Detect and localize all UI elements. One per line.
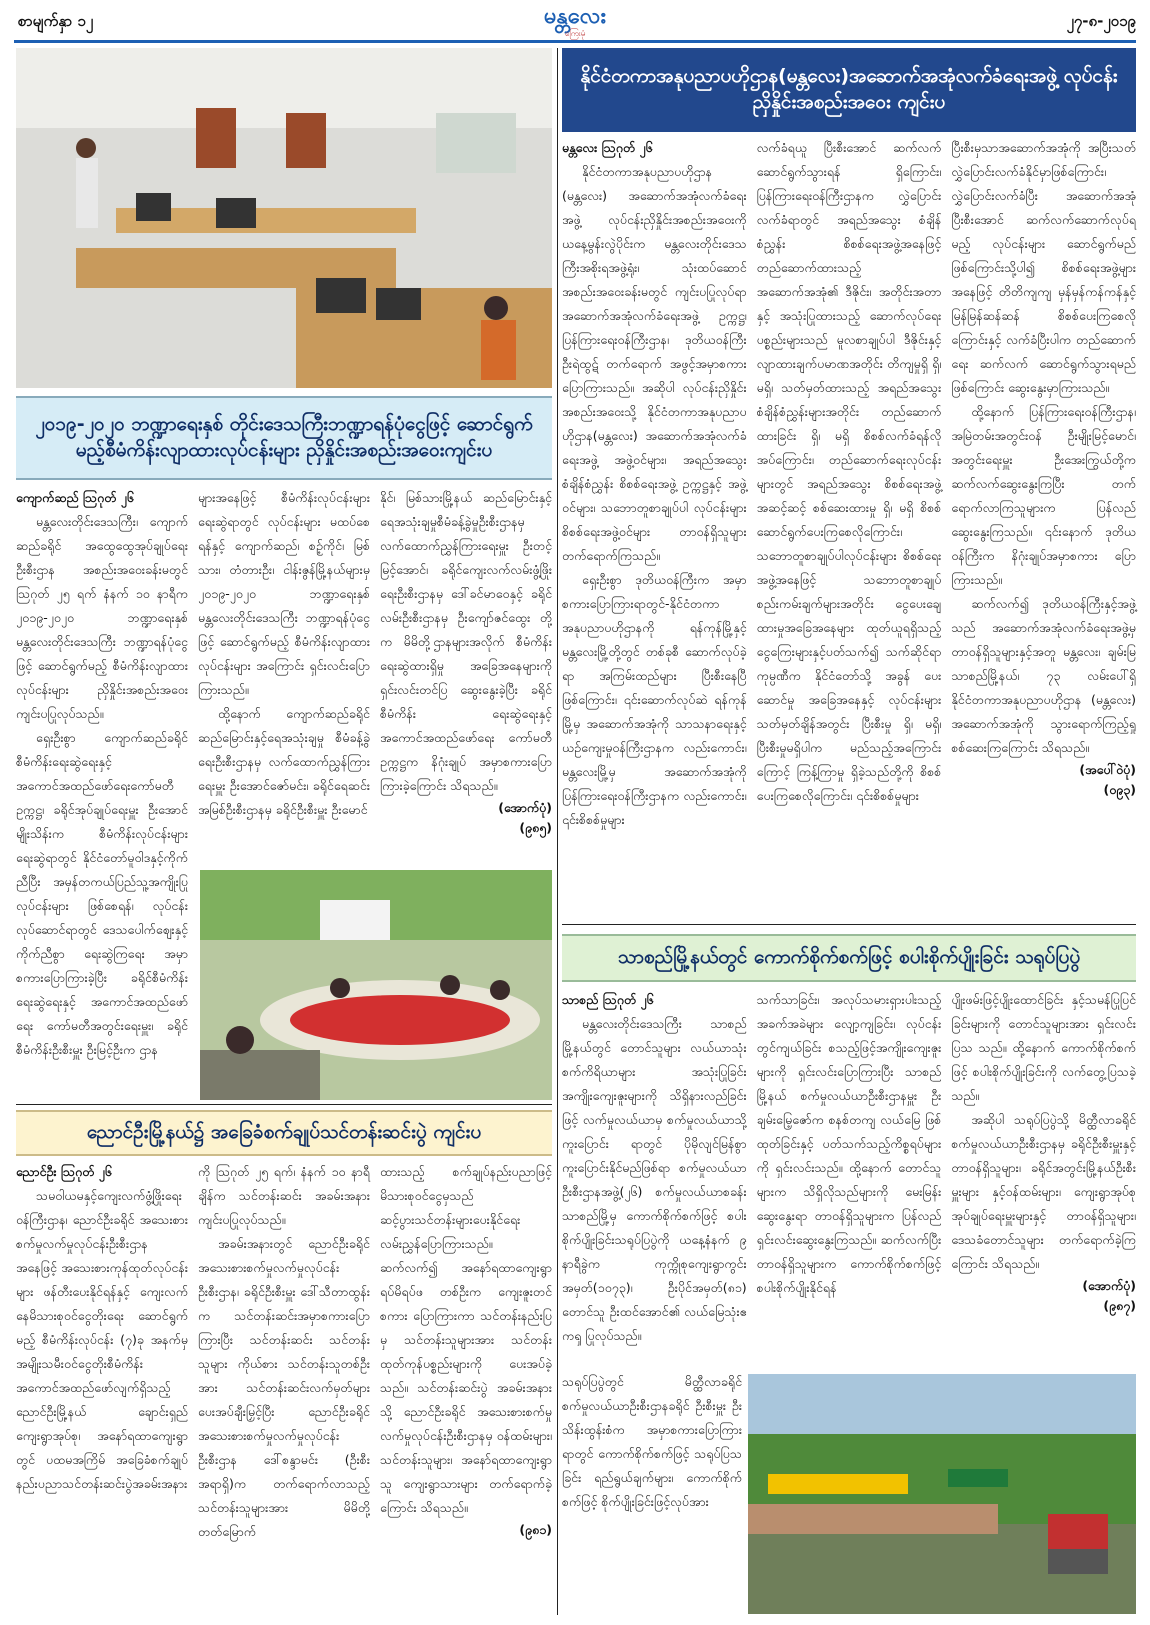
article2-column xyxy=(380,486,552,862)
page-number: စာမျက်နှာ ၁၂ xyxy=(18,12,94,30)
article4-ref-number: (၉၈၇) xyxy=(1103,1298,1137,1313)
section-divider xyxy=(562,924,1136,925)
rice-transplanter-photo xyxy=(748,1374,1136,1614)
article4-column xyxy=(951,988,1136,1368)
article1-body xyxy=(562,136,1136,906)
article4-column xyxy=(562,988,747,1368)
article1-paragraph: ပြီးစီးမှသာအဆောက်အအုံကို အပြီးသတ်လွှဲပြောင်းလက်ခံနိုင်မှာဖြစ်ကြောင်း၊ လွှဲပြောင်းလက်ခံပြီး အဆောက်အအုံ ပြီးစီးအောင် ဆက်လက်ဆောက်လုပ်ရမည့် လုပ်ငန်းများ ဆောင်ရွက်မည်ဖြစ်ကြောင်းသို့ပါ၍ စိစစ်ရေးအဖွဲ့များ အနေဖြင့် တိတိကျကျ မှန်မှန်ကန်ကန်နှင့် မြန်မြန်ဆန်ဆန် စိစစ်ပေးကြစေလိုကြောင်းနှင့် လက်ခံပြီးပါက တည်ဆောက်ရေး ဆက်လက် ဆောင်ရွက်သွားရမည် ဖြစ်ကြောင်း ဆွေးနွေးမှာကြားသည်။ xyxy=(951,140,1137,395)
article3-column xyxy=(198,1160,370,1615)
article4-body xyxy=(562,988,1136,1368)
article4-column xyxy=(757,988,942,1368)
article1-paragraph: နိုင်ငံတကာအနုပညာပဟိုဌာန (မန္တလေး) အဆောက်အအုံလက်ခံရေးအဖွဲ့ လုပ်ငန်းညှိနှိုင်းအစည်းအဝေးကို ယနေ့မွန်းလွဲပိုင်းက မန္တလေးတိုင်းဒေသကြီးအစိုးရအဖွဲ့ရုံး၊ သုံးထပ်ဆောင်အစည်းအဝေးခန်းမတွင် ကျင်းပပြုလုပ်ရာ အဆောက်အအုံလက်ခံရေးအဖွဲ့ ဥက္ကဋ္ဌ၊ ပြန်ကြားရေးဝန်ကြီးဌာန၊ ဒုတိယဝန်ကြီး ဦးရဲထွဋ် တက်ရောက် အဖွင့်အမှာစကား ပြောကြားသည်။ အဆိုပါ လုပ်ငန်းညှိနှိုင်းအစည်းအဝေးသို့ နိုင်ငံတကာအနုပညာပဟိုဌာန(မန္တလေး) အဆောက်အအုံလက်ခံရေးအဖွဲ့ အဖွဲ့ဝင်များ၊ အရည်အသွေး စံချိန်စံညွှန်း စိစစ်ရေးအဖွဲ့ ဥက္ကဋ္ဌနှင့် အဖွဲ့ဝင်များ၊ သဘောတူစာချုပ်ပါ လုပ်ငန်းများစိစစ်ရေးအဖွဲ့ဝင်များ တာဝန်ရှိသူများ တက်ရောက်ကြသည်။ xyxy=(562,164,747,563)
article2-headline: ၂၀၁၉-၂၀၂၀ ဘဏ္ဍာရေးနှစ် တိုင်းဒေသကြီးဘဏ္ဍာရန်ပုံငွေဖြင့် ဆောင်ရွက်မည့်စီမံကိန်းလျာထားလုပ်ငန်းများ ညှိနှိုင်းအစည်းအဝေးကျင်းပ xyxy=(16,396,552,480)
article2-paragraph: ရှေးဦးစွာ ကျောက်ဆည်ခရိုင် စီမံကိန်းရေးဆွဲရေးနှင့် အကောင်အထည်ဖော်ရေးကော်မတီဥက္ကဋ္ဌ၊ ခရိုင်အုပ်ချုပ်ရေးမှူး ဦးအောင်မျိုးသိန်းက စီမံကိန်းလုပ်ငန်းများ ရေးဆွဲရာတွင် နိုင်ငံတော်မူဝါဒနှင့်ကိုက်ညီပြီး အမှန်တကယ်ပြည်သူ့အကျိုးပြုလုပ်ငန်းများ ဖြစ်စေရန်၊ လုပ်ငန်းလုပ်ဆောင်ရာတွင် ဒေသပေါက်ဈေးနှင့် ကိုက်ညီစွာ ရေးဆွဲကြရေး အမှာစကားပြောကြားခဲ့ပြီး ခရိုင်စီမံကိန်းရေးဆွဲရေးနှင့် အကောင်အထည်ဖော်ရေး ကော်မတီအတွင်းရေးမှူး၊ ခရိုင်စီမံကိန်းဦးစီးမှူး ဦးမြင့်ဦးက ဌာန xyxy=(16,730,188,1057)
article2-body xyxy=(16,486,552,1057)
meeting-room-photo xyxy=(16,48,552,388)
column-divider xyxy=(557,48,558,1615)
article3-ref-number: (၉၈၁) xyxy=(519,1522,552,1537)
article2-ref-number: (၉၈၅) xyxy=(519,820,552,835)
article4-paragraph: မန္တလေးတိုင်းဒေသကြီး သာစည်မြို့နယ်တွင် တောင်သူများ လယ်ယာသုံးစက်ကိရိယာများ အသုံးပြုခြင်း အကျိုးကျေးဇူးများကို သိရှိနားလည်ခြင်းဖြင့် လက်မှုလယ်ယာမှ စက်မှုလယ်ယာသို့ ကူးပြောင်း ရာတွင် ပိုမိုလျင်မြန်စွာကူးပြောင်းနိုင်မည်ဖြစ်ရာ စက်မှုလယ်ယာဦးစီးဌာနအဖွဲ့(၂၆) စက်မှုလယ်ယာစခန်းသာစည်မြို့မှ ကောက်စိုက်စက်ဖြင့် စပါးစိုက်ပျိုးခြင်းသရုပ်ပြပွဲကို ယနေ့နံနက် ၉ နာရီခွဲက ကုက္ကိုစုကျေးရွာကွင်းအမှတ်(၁၀၇၃)၊ ဦးပိုင်အမှတ်(၈၁) တောင်သူ ဦးထင်အောင်၏ လယ်မြေသုံးဧကၡ ပြုလုပ်သည်။ xyxy=(562,1016,747,1343)
masthead-title: မန္တလေး xyxy=(543,4,607,29)
article3-column xyxy=(16,1160,188,1615)
article2-paragraph: ထို့နောက် ကျောက်ဆည်ခရိုင် ဆည်မြောင်းနှင့်ရေအသုံးချမှု စီမံခန့်ခွဲရေးဦးစီးဌာနမှ လက်ထောက်ညွှန်ကြားရေးမှူး ဦးအောင်ဇော်မင်း၊ ခရိုင်ရေဆင်းအမြစ်ဦးစီးဌာနမှ ခရိုင်ဦးစီးမှူး ဦးမောင် xyxy=(198,706,370,817)
article4-paragraph: သရုပ်ပြပွဲတွင် မိတ္ထီလာခရိုင် စက်မှုလယ်ယာဦးစီးဌာနခရိုင် ဦးစီးမှူး ဦးသိန်းထွန်းစံက အမှာစကားပြောကြားရာတွင် ကောက်စိုက်စက်ဖြင့် သရုပ်ပြသခြင်း ရည်ရွယ်ချက်များ၊ ကောက်စိုက်စက်ဖြင့် စိုက်ပျိုးခြင်းဖြင့်လုပ်အား xyxy=(562,1374,742,1509)
article1-photo-credit: (အပေါ်ဝဲပုံ) xyxy=(1079,762,1137,777)
article1-paragraph: လက်ခံရယူ ပြီးစီးအောင် ဆက်လက် ဆောင်ရွက်သွားရန် ရှိကြောင်း၊ ပြန်ကြားရေးဝန်ကြီးဌာနက လွှဲပြောင်းလက်ခံရာတွင် အရည်အသွေး စံချိန်စံညွှန်း စိစစ်ရေးအဖွဲ့အနေဖြင့် တည်ဆောက်ထားသည့် အဆောက်အအုံ၏ ဒီဇိုင်း၊ အတိုင်းအတာနှင့် အသုံးပြုထားသည့် ဆောက်လုပ်ရေးပစ္စည်းများသည် မူလစာချုပ်ပါ ဒီဇိုင်းနှင့် လျာထားချက်ပမာဏအတိုင်း တိကျမှုရှိ ရှိ၊ မရှိ၊ သတ်မှတ်ထားသည့် အရည်အသွေး စံချိန်စံညွှန်းများအတိုင်း တည်ဆောက်ထားခြင်း ရှိ၊ မရှိ စိစစ်လက်ခံရန်လိုအပ်ကြောင်း၊ တည်ဆောက်ရေးလုပ်ငန်းများတွင် အရည်အသွေး စိစစ်ရေးအဖွဲ့ အဆင့်ဆင့် စစ်ဆေးထားမှု ရှိ၊ မရှိ စိစစ်ဆောင်ရွက်ပေးကြစေလိုကြောင်း၊ သဘောတူစာချုပ်ပါလုပ်ငန်းများ စိစစ်ရေးအဖွဲ့အနေဖြင့် သဘောတူစာချုပ်စည်းကမ်းချက်များအတိုင်း ငွေပေးချေထားမှုအခြေအနေများ ထုတ်ယူရရှိသည့် ငွေကြေးများနှင့်ပတ်သက်၍ သက်ဆိုင်ရာကုမ္ပဏီက နိုင်ငံတော်သို့ အခွန် ပေးဆောင်မှု အခြေအနေနှင့် လုပ်ငန်းများ သတ်မှတ်ချိန်အတွင်း ပြီးစီးမှု ရှိ၊ မရှိ၊ ပြီးစီးမှုမရှိပါက မည်သည့်အကြောင်းကြောင့် ကြန့်ကြာမှု ရှိခဲ့သည်တို့ကို စိစစ်ပေးကြစေလိုကြောင်း၊ ၎င်းစိစစ်မှုများ xyxy=(756,140,942,803)
article4-headline: သာစည်မြို့နယ်တွင် ကောက်စိုက်စက်ဖြင့် စပါးစိုက်ပျိုးခြင်း သရုပ်ပြပွဲ xyxy=(562,934,1136,982)
article1-paragraph: ထို့နောက် ပြန်ကြားရေးဝန်ကြီးဌာန၊ အမြဲတမ်းအတွင်းဝန် ဦးမျိုးမြင့်မောင်၊ အတွင်းရေးမှူး ဦးအေးကြွယ်တို့က ဆက်လက်ဆွေးနွေးကြပြီး တက်ရောက်လာကြသူများက ပြန်လည်ဆွေးနွေးကြသည်။ ၎င်းနောက် ဒုတိယဝန်ကြီးက နိဂုံးချုပ်အမှာစကား ပြောကြားသည်။ xyxy=(951,404,1137,587)
article3-paragraph: အခမ်းအနားတွင် ညောင်ဦးခရိုင် အသေးစားစက်မှုလက်မှုလုပ်ငန်းဦးစီးဌာန၊ ခရိုင်ဦးစီးမှူး ဒေါ်သီတာထွန်းက သင်တန်းဆင်းအမှာစကားပြောကြားပြီး သင်တန်းဆင်း သင်တန်းသူများ ကိုယ်စား သင်တန်းသူတစ်ဦးအား သင်တန်းဆင်းလက်မှတ်များ ပေးအပ်ချီးမြှင့်ပြီး ညောင်ဦးခရိုင် အသေးစားစက်မှုလက်မှုလုပ်ငန်းဦးစီးဌာန ဒေါ်စန္ဒာမင်း (ဦးစီးအရာရှိ)က တက်ရောက်လာသည့် သင်တန်းသူများအား မိမိတို့တတ်မြောက် xyxy=(198,1236,370,1539)
article3-paragraph: ကို ဩဂုတ် ၂၅ ရက်၊ နံနက် ၁၀ နာရီ ချိန်က သင်တန်းဆင်း အခမ်းအနားကျင်းပပြုလုပ်သည်။ xyxy=(198,1164,370,1227)
article4-paragraph: သက်သာခြင်း၊ အလုပ်သမားရှားပါးသည့်အခက်အခဲများ လျော့ကျခြင်း၊ လုပ်ငန်းတွင်ကျယ်ခြင်း စသည့်ဖြင့်အကျိုးကျေးဇူးများကို ရှင်းလင်းပြောကြားပြီး သာစည်မြို့နယ် စက်မှုလယ်ယာဦးစီးဌာနမှူး ဦးချမ်းမြေ့ဇော်က စနစ်တကျ လယ်မြေ ဖြစ်ထုတ်ခြင်းနှင့် ပတ်သက်သည့်ကိစ္စရပ်များကို ရှင်းလင်းသည်။ ထို့နောက် တောင်သူများက သိရှိလိုသည်များကို မေးမြန်းဆွေးနွေးရာ တာဝန်ရှိသူများက ပြန်လည်ရှင်းလင်းဆွေးနွေးကြသည်။ ဆက်လက်ပြီး တာဝန်ရှိသူများက ကောက်စိုက်စက်ဖြင့် စပါးစိုက်ပျိုးနိုင်ရန် xyxy=(756,992,942,1295)
issue-date: ၂၇-၈-၂၀၁၉ xyxy=(1066,12,1136,30)
header-rule xyxy=(14,40,1136,43)
article1-column xyxy=(562,136,747,906)
article2-photo-credit: (အောက်ပုံ) xyxy=(498,800,552,815)
article4-paragraph: ပျိုးဖမ်းဖြင့်ပျိုးထောင်ခြင်း နှင့်သမန်ပြုပြင်ခြင်းများကို တောင်သူများအား ရှင်းလင်းပြသ သည်။ ထို့နောက် ကောက်စိုက်စက်ဖြင့် စပါးစိုက်ပျိုးခြင်းကို လက်တွေ့ပြသခဲ့သည်။ xyxy=(951,992,1137,1103)
article1-paragraph: ဆက်လက်၍ ဒုတိယဝန်ကြီးနှင့်အဖွဲ့သည် အဆောက်အအုံလက်ခံရေးအဖွဲ့မှ တာဝန်ရှိသူများနှင့်အတူ မန္တလေး၊ ချမ်းမြသာစည်မြို့နယ်၊ ၇၃ လမ်းပေါ်ရှိ နိုင်ငံတကာအနုပညာပဟိုဌာန (မန္တလေး) အဆောက်အအုံကို သွားရောက်ကြည့်ရှု စစ်ဆေးကြကြောင်း သိရသည်။ xyxy=(951,596,1137,755)
article4-photo-credit: (အောက်ပုံ) xyxy=(1082,1278,1137,1293)
article4-paragraph: အဆိုပါ သရုပ်ပြပွဲသို့ မိတ္ထီလာခရိုင် စက်မှုလယ်ယာဦးစီးဌာနမှ ခရိုင်ဦးစီးမှူးနှင့် တာဝန်ရှိသူများ၊ ခရိုင်အတွင်းမြို့နယ်ဦးစီးမှူးများ နှင့်ဝန်ထမ်းများ၊ ကျေးရွာအုပ်စုအုပ်ချုပ်ရေးမှူးများနှင့် တာဝန်ရှိသူများ၊ ဒေသခံတောင်သူများ တက်ရောက်ခဲ့ကြကြောင်း သိရသည်။ xyxy=(951,1112,1137,1271)
article3-column xyxy=(380,1160,552,1615)
article2-dateline: ကျောက်ဆည် ဩဂုတ် ၂၆ xyxy=(16,490,134,505)
article2-paragraph: များအနေဖြင့် စီမံကိန်းလုပ်ငန်းများ ရေးဆွဲရာတွင် လုပ်ငန်းများ မထပ်စေရန်နှင့် ကျောက်ဆည်၊ စဉ့်ကိုင်၊ မြစ်သား၊ တံတားဦး၊ ငါန်းဇွန်မြို့နယ်များမှ ၂၀၁၉-၂၀၂၀ ဘဏ္ဍာရေးနှစ် မန္တလေးတိုင်းဒေသကြီး ဘဏ္ဍာရန်ပုံငွေဖြင့် ဆောင်ရွက်မည့် စီမံကိန်းလျာထား လုပ်ငန်းများ အကြောင်း ရှင်းလင်းပြောကြားသည်။ xyxy=(198,490,370,697)
article4-dateline: သာစည် ဩဂုတ် ၂၆ xyxy=(562,992,654,1007)
article3-dateline: ညောင်ဦး ဩဂုတ် ၂၆ xyxy=(16,1164,112,1179)
article3-paragraph: သမဝါယမနှင့်ကျေးလက်ဖွံ့ဖြိုးရေးဝန်ကြီးဌာန၊ ညောင်ဦးခရိုင် အသေးစားစက်မှုလက်မှုလုပ်ငန်းဦးစီးဌာနအနေဖြင့် အသေးစားကုန်ထုတ်လုပ်ငန်းများ ဖန်တီးပေးနိုင်ရန်နှင့် ကျေးလက်နေမိသားစုဝင်ငွေတိုးရေး ဆောင်ရွက်မည့် စီမံကိန်းလုပ်ငန်း (၇)ခု အနက်မှ အမျိုးသမီးဝင်ငွေတိုးစီမံကိန်း အကောင်အထည်ဖော်လျက်ရှိသည့် ညောင်ဦးမြို့နယ် ချောင်းရှည်ကျေးရွာအုပ်စု၊ အနော်ရထာကျေးရွာတွင် ပထမအကြိမ် အခြေခံစက်ချုပ် နည်းပညာသင်တန်းဆင်းပွဲအခမ်းအနား xyxy=(16,1188,188,1491)
masthead-subtitle: ကြေးမုံ xyxy=(564,29,586,38)
article3-paragraph: ထားသည့် စက်ချုပ်နည်းပညာဖြင့် မိသားစုဝင်ငွေမှသည် ဆင့်ပွားသင်တန်းများပေးနိုင်ရေး လမ်းညွှန်ပြောကြားသည်။ ဆက်လက်၍ အနော်ရထာကျေးရွာ ရပ်မိရပ်ဖ တစ်ဦးက ကျေးဇူးတင်စကား ပြောကြားကာ သင်တန်းနည်းပြမှ သင်တန်းသူများအား သင်တန်းထုတ်ကုန်ပစ္စည်းများကို ပေးအပ်ခဲ့သည်။ သင်တန်းဆင်းပွဲ အခမ်းအနားသို့ ညောင်ဦးခရိုင် အသေးစားစက်မှုလက်မှုလုပ်ငန်းဦးစီးဌာနမှ ဝန်ထမ်းများ၊ သင်တန်းသူများ၊ အနော်ရထာကျေးရွာသူ ကျေးရွာသားများ တက်ရောက်ခဲ့ကြောင်း သိရသည်။ xyxy=(380,1164,552,1515)
section-divider xyxy=(16,1104,552,1105)
article1-headline: နိုင်ငံတကာအနုပညာပဟိုဌာန(မန္တလေး)အဆောက်အအုံလက်ခံရေးအဖွဲ့ လုပ်ငန်းညှိနှိုင်းအစည်းအဝေး ကျင်းပ xyxy=(562,48,1136,132)
article1-column xyxy=(951,136,1136,906)
conference-table-photo xyxy=(200,870,552,1100)
article3-headline: ညောင်ဦးမြို့နယ်၌ အခြေခံစက်ချုပ်သင်တန်းဆင်းပွဲ ကျင်းပ xyxy=(16,1110,552,1156)
article1-paragraph: ရှေးဦးစွာ ဒုတိယဝန်ကြီးက အမှာစကားပြောကြားရာတွင်-နိုင်ငံတကာအနုပညာပဟိုဌာနကို ရန်ကုန်မြို့နှင့် မန္တလေးမြို့တို့တွင် တစ်ခုစီ ဆောက်လုပ်ခဲ့ရာ အကြမ်းထည်များ ပြီးစီးနေပြီဖြစ်ကြောင်း၊ ၎င်းဆောက်လုပ်ဆဲ ရန်ကုန်မြို့မှ အဆောက်အအုံကို သာသနာရေးနှင့် ယဉ်ကျေးမှုဝန်ကြီးဌာနက လည်းကောင်း၊ မန္တလေးမြို့မှ အဆောက်အအုံကို ပြန်ကြားရေးဝန်ကြီးဌာနက လည်းကောင်း၊ ၎င်းစိစစ်မှုများ xyxy=(562,572,747,827)
article2-paragraph: နိုင်၊ မြစ်သားမြို့နယ် ဆည်မြောင်းနှင့် ရေအသုံးချမှုစီမံခန့်ခွဲမှုဦးစီးဌာနမှ လက်ထောက်ညွှန်ကြားရေးမှူး ဦးတင့်မြင့်အောင်၊ ခရိုင်ကျေးလက်လမ်းဖွံ့ဖြိုးရေးဦးစီးဌာနမှ ဒေါ်ခင်မာဝေနှင့် ခရိုင်လမ်းဦးစီးဌာနမှ ဦးကျော်ဇင်ထွေး တို့က မိမိတို့ဌာနများအလိုက် စီမံကိန်းရေးဆွဲထားရှိမှု အခြေအနေများကို ရှင်းလင်းတင်ပြ ဆွေးနွေးခဲ့ပြီး ခရိုင်စီမံကိန်း ရေးဆွဲရေးနှင့် အကောင်အထည်ဖော်ရေး ကော်မတီဥက္ကဋ္ဌက နိဂုံးချုပ် အမှာစကားပြောကြားခဲ့ကြောင်း သိရသည်။ xyxy=(380,490,552,793)
article2-column xyxy=(16,486,188,1057)
article2-paragraph: မန္တလေးတိုင်းဒေသကြီး၊ ကျောက်ဆည်ခရိုင် အထွေထွေအုပ်ချုပ်ရေးဦးစီးဌာန အစည်းအဝေးခန်းမတွင် ဩဂုတ် ၂၅ ရက် နံနက် ၁၀ နာရီက ၂၀၁၉-၂၀၂၀ ဘဏ္ဍာရေးနှစ် မန္တလေးတိုင်းဒေသကြီး ဘဏ္ဍာရန်ပုံငွေဖြင့် ဆောင်ရွက်မည့် စီမံကိန်းလျာထား လုပ်ငန်းများ ညှိနှိုင်းအစည်းအဝေး ကျင်းပပြုလုပ်သည်။ xyxy=(16,514,188,721)
article1-dateline: မန္တလေး ဩဂုတ် ၂၆ xyxy=(562,140,653,155)
article2-column xyxy=(198,486,370,862)
masthead-logo xyxy=(510,4,640,40)
article3-body xyxy=(16,1160,552,1615)
article1-ref-number: (ဝ၉၃) xyxy=(1103,782,1137,797)
article1-column xyxy=(757,136,942,906)
